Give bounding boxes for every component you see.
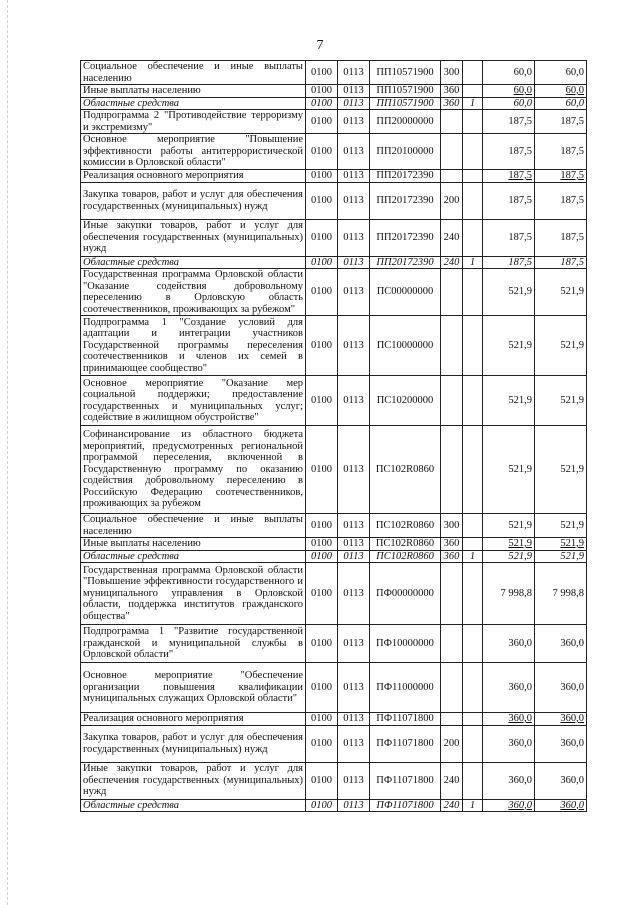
row-expense-type: [441, 376, 463, 426]
table-row: [81, 219, 587, 256]
row-amount-year1: 60,0: [483, 85, 535, 98]
row-section: 0100: [306, 713, 338, 726]
row-subsection: 0113: [338, 269, 370, 316]
row-section: 0100: [306, 182, 338, 219]
table-row: [81, 563, 587, 625]
table-row: [81, 538, 587, 551]
row-amount-year1: 521,9: [483, 316, 535, 376]
row-funding-group: [463, 376, 483, 426]
row-amount-year2: 60,0: [535, 97, 587, 110]
row-amount-year1: 360,0: [483, 713, 535, 726]
row-amount-year2: 360,0: [535, 762, 587, 799]
row-name: Иные закупки товаров, работ и услуг для обеспечения государственных (муниципальных) нужд: [81, 219, 306, 256]
row-target-article: ПС102R0860: [370, 426, 441, 514]
row-subsection: 0113: [338, 625, 370, 663]
row-target-article: ПП10571900: [370, 61, 441, 85]
row-funding-group: [463, 85, 483, 98]
row-funding-group: [463, 725, 483, 762]
row-expense-type: [441, 170, 463, 183]
scan-margin-rule: [7, 0, 8, 905]
table-row: [81, 134, 587, 170]
table-row: [81, 182, 587, 219]
table-row: [81, 550, 587, 563]
row-target-article: ПФ00000000: [370, 563, 441, 625]
row-subsection: 0113: [338, 514, 370, 538]
row-section: 0100: [306, 269, 338, 316]
row-expense-type: [441, 134, 463, 170]
row-name: Социальное обеспечение и иные выплаты населению: [81, 514, 306, 538]
table-row: [81, 762, 587, 799]
row-name: Областные средства: [81, 550, 306, 563]
row-amount-year2: 360,0: [535, 663, 587, 713]
row-name: Государственная программа Орловской области "Повышение эффективности государственного и муниципального управления в Орловской области, поддержка институтов гражданского общества": [81, 563, 306, 625]
row-subsection: 0113: [338, 376, 370, 426]
row-target-article: ПС102R0860: [370, 514, 441, 538]
row-amount-year2: 7 998,8: [535, 563, 587, 625]
row-amount-year1: 360,0: [483, 799, 535, 812]
row-funding-group: [463, 563, 483, 625]
row-amount-year2: 521,9: [535, 376, 587, 426]
row-amount-year2: 360,0: [535, 625, 587, 663]
row-target-article: ПС102R0860: [370, 550, 441, 563]
row-amount-year1: 7 998,8: [483, 563, 535, 625]
row-subsection: 0113: [338, 762, 370, 799]
row-target-article: ПС10200000: [370, 376, 441, 426]
row-amount-year1: 521,9: [483, 376, 535, 426]
row-subsection: 0113: [338, 97, 370, 110]
row-name: Иные закупки товаров, работ и услуг для обеспечения государственных (муниципальных) нужд: [81, 762, 306, 799]
row-name: Иные выплаты населению: [81, 85, 306, 98]
table-row: [81, 799, 587, 812]
row-funding-group: [463, 110, 483, 134]
row-name: Софинансирование из областного бюджета мероприятий, предусмотренных региональной программой переселения, включенной в Государственную программу по оказанию содействия добровольному переселению в Российскую Федерацию соотечественников, проживающих за рубежом: [81, 426, 306, 514]
row-expense-type: 240: [441, 219, 463, 256]
table-row: [81, 713, 587, 726]
row-name: Реализация основного мероприятия: [81, 170, 306, 183]
row-section: 0100: [306, 170, 338, 183]
row-expense-type: [441, 625, 463, 663]
row-subsection: 0113: [338, 219, 370, 256]
row-amount-year2: 60,0: [535, 85, 587, 98]
row-target-article: ПС102R0860: [370, 538, 441, 551]
row-expense-type: [441, 713, 463, 726]
row-name: Подпрограмма 1 "Развитие государственной гражданской и муниципальной службы в Орловской области": [81, 625, 306, 663]
row-funding-group: [463, 538, 483, 551]
row-target-article: ПП20172390: [370, 182, 441, 219]
row-amount-year2: 187,5: [535, 256, 587, 269]
row-section: 0100: [306, 85, 338, 98]
table-row: [81, 316, 587, 376]
row-funding-group: [463, 426, 483, 514]
row-name: Закупка товаров, работ и услуг для обеспечения государственных (муниципальных) нужд: [81, 725, 306, 762]
table-row: [81, 110, 587, 134]
row-name: Закупка товаров, работ и услуг для обеспечения государственных (муниципальных) нужд: [81, 182, 306, 219]
row-funding-group: [463, 134, 483, 170]
row-section: 0100: [306, 110, 338, 134]
row-name: Социальное обеспечение и иные выплаты населению: [81, 61, 306, 85]
row-amount-year2: 187,5: [535, 170, 587, 183]
row-amount-year2: 360,0: [535, 713, 587, 726]
row-target-article: ПП10571900: [370, 85, 441, 98]
row-amount-year1: 360,0: [483, 725, 535, 762]
row-amount-year1: 60,0: [483, 61, 535, 85]
row-target-article: ПП20100000: [370, 134, 441, 170]
row-name: Реализация основного мероприятия: [81, 713, 306, 726]
row-amount-year1: 187,5: [483, 170, 535, 183]
table-row: [81, 376, 587, 426]
row-name: Областные средства: [81, 799, 306, 812]
row-section: 0100: [306, 538, 338, 551]
row-subsection: 0113: [338, 170, 370, 183]
row-funding-group: [463, 625, 483, 663]
row-section: 0100: [306, 426, 338, 514]
row-expense-type: [441, 269, 463, 316]
row-expense-type: [441, 663, 463, 713]
row-section: 0100: [306, 219, 338, 256]
row-amount-year1: 521,9: [483, 426, 535, 514]
row-target-article: ПФ11071800: [370, 725, 441, 762]
row-section: 0100: [306, 61, 338, 85]
row-funding-group: [463, 182, 483, 219]
row-name: Основное мероприятие "Обеспечение организации повышения квалификации муниципальных служащих Орловской области": [81, 663, 306, 713]
table-row: [81, 514, 587, 538]
row-amount-year1: 187,5: [483, 182, 535, 219]
row-funding-group: [463, 269, 483, 316]
row-section: 0100: [306, 663, 338, 713]
row-funding-group: 1: [463, 256, 483, 269]
row-funding-group: [463, 762, 483, 799]
row-section: 0100: [306, 97, 338, 110]
row-amount-year2: 360,0: [535, 725, 587, 762]
row-target-article: ПП20000000: [370, 110, 441, 134]
row-target-article: ПП20172390: [370, 170, 441, 183]
row-amount-year2: 187,5: [535, 182, 587, 219]
row-expense-type: 360: [441, 97, 463, 110]
row-amount-year1: 521,9: [483, 550, 535, 563]
row-funding-group: [463, 316, 483, 376]
row-expense-type: [441, 426, 463, 514]
row-amount-year1: 521,9: [483, 538, 535, 551]
row-section: 0100: [306, 134, 338, 170]
row-expense-type: 200: [441, 725, 463, 762]
row-name: Основное мероприятие "Повышение эффективности работы антитеррористической комиссии в Орловской области": [81, 134, 306, 170]
row-expense-type: 200: [441, 182, 463, 219]
row-funding-group: 1: [463, 799, 483, 812]
row-amount-year1: 360,0: [483, 625, 535, 663]
row-subsection: 0113: [338, 538, 370, 551]
row-target-article: ПФ11000000: [370, 663, 441, 713]
budget-table-body: [81, 61, 587, 812]
table-row: [81, 170, 587, 183]
table-row: [81, 256, 587, 269]
table-row: [81, 725, 587, 762]
budget-table: [80, 60, 587, 812]
table-row: [81, 97, 587, 110]
row-section: 0100: [306, 376, 338, 426]
row-amount-year1: 60,0: [483, 97, 535, 110]
row-target-article: ПП10571900: [370, 97, 441, 110]
row-expense-type: 360: [441, 538, 463, 551]
row-amount-year2: 521,9: [535, 269, 587, 316]
row-amount-year2: 187,5: [535, 134, 587, 170]
row-subsection: 0113: [338, 316, 370, 376]
row-subsection: 0113: [338, 110, 370, 134]
row-section: 0100: [306, 725, 338, 762]
row-subsection: 0113: [338, 426, 370, 514]
row-amount-year2: 521,9: [535, 426, 587, 514]
row-amount-year2: 521,9: [535, 538, 587, 551]
row-subsection: 0113: [338, 663, 370, 713]
row-subsection: 0113: [338, 713, 370, 726]
row-name: Основное мероприятие "Оказание мер социальной поддержки; предоставление государственных и муниципальных услуг; содействие в жилищном обустройстве": [81, 376, 306, 426]
row-funding-group: [463, 61, 483, 85]
row-amount-year2: 521,9: [535, 514, 587, 538]
row-target-article: ПФ11071800: [370, 762, 441, 799]
row-name: Иные выплаты населению: [81, 538, 306, 551]
row-name: Подпрограмма 1 "Создание условий для адаптации и интеграции участников Государственной программы переселения соотечественников и членов их семей в принимающее сообщество": [81, 316, 306, 376]
row-amount-year2: 187,5: [535, 219, 587, 256]
row-amount-year1: 360,0: [483, 762, 535, 799]
row-amount-year1: 521,9: [483, 269, 535, 316]
row-subsection: 0113: [338, 563, 370, 625]
row-name: Государственная программа Орловской области "Оказание содействия добровольному переселению в Орловскую область соотечественников, проживающих за рубежом": [81, 269, 306, 316]
row-target-article: ПФ11071800: [370, 713, 441, 726]
row-target-article: ПФ11071800: [370, 799, 441, 812]
row-subsection: 0113: [338, 256, 370, 269]
table-row: [81, 269, 587, 316]
row-amount-year1: 187,5: [483, 219, 535, 256]
row-amount-year2: 521,9: [535, 550, 587, 563]
row-funding-group: [463, 514, 483, 538]
row-name: Подпрограмма 2 "Противодействие терроризму и экстремизму": [81, 110, 306, 134]
row-amount-year1: 187,5: [483, 110, 535, 134]
row-target-article: ПП20172390: [370, 256, 441, 269]
row-subsection: 0113: [338, 550, 370, 563]
table-row: [81, 61, 587, 85]
row-expense-type: 360: [441, 85, 463, 98]
row-expense-type: 300: [441, 61, 463, 85]
row-section: 0100: [306, 514, 338, 538]
table-row: [81, 625, 587, 663]
row-section: 0100: [306, 256, 338, 269]
row-subsection: 0113: [338, 182, 370, 219]
row-section: 0100: [306, 550, 338, 563]
row-section: 0100: [306, 799, 338, 812]
page-number: 7: [316, 38, 324, 53]
row-amount-year2: 521,9: [535, 316, 587, 376]
row-expense-type: [441, 316, 463, 376]
row-subsection: 0113: [338, 85, 370, 98]
row-subsection: 0113: [338, 799, 370, 812]
row-subsection: 0113: [338, 134, 370, 170]
row-funding-group: 1: [463, 97, 483, 110]
row-funding-group: [463, 663, 483, 713]
row-section: 0100: [306, 316, 338, 376]
row-amount-year1: 521,9: [483, 514, 535, 538]
row-target-article: ПФ10000000: [370, 625, 441, 663]
row-target-article: ПС10000000: [370, 316, 441, 376]
row-funding-group: [463, 713, 483, 726]
row-section: 0100: [306, 563, 338, 625]
row-amount-year2: 60,0: [535, 61, 587, 85]
row-expense-type: 240: [441, 799, 463, 812]
table-row: [81, 426, 587, 514]
row-name: Областные средства: [81, 97, 306, 110]
row-expense-type: 240: [441, 762, 463, 799]
row-expense-type: 240: [441, 256, 463, 269]
row-subsection: 0113: [338, 61, 370, 85]
row-funding-group: 1: [463, 550, 483, 563]
row-amount-year1: 360,0: [483, 663, 535, 713]
row-section: 0100: [306, 762, 338, 799]
table-row: [81, 663, 587, 713]
row-amount-year2: 360,0: [535, 799, 587, 812]
row-expense-type: 360: [441, 550, 463, 563]
row-subsection: 0113: [338, 725, 370, 762]
row-expense-type: 300: [441, 514, 463, 538]
row-amount-year1: 187,5: [483, 134, 535, 170]
row-expense-type: [441, 563, 463, 625]
row-funding-group: [463, 219, 483, 256]
row-funding-group: [463, 170, 483, 183]
row-amount-year1: 187,5: [483, 256, 535, 269]
row-section: 0100: [306, 625, 338, 663]
row-name: Областные средства: [81, 256, 306, 269]
row-target-article: ПП20172390: [370, 219, 441, 256]
row-amount-year2: 187,5: [535, 110, 587, 134]
row-expense-type: [441, 110, 463, 134]
row-target-article: ПС00000000: [370, 269, 441, 316]
table-row: [81, 85, 587, 98]
